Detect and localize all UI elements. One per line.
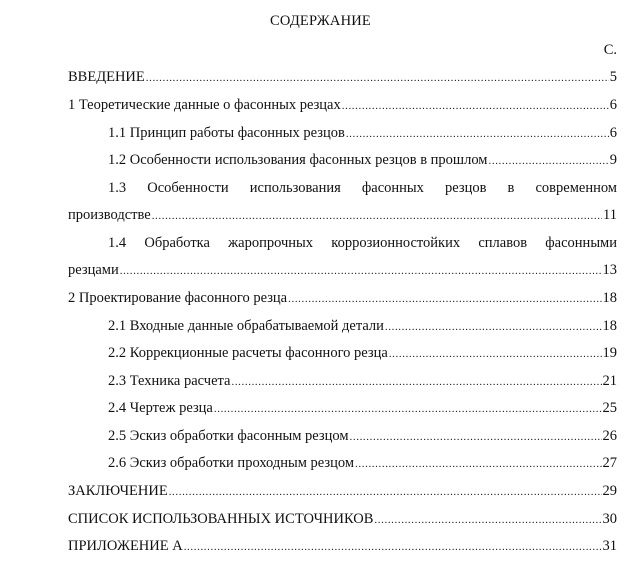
toc-entry-section-2-4[interactable] [108,398,617,418]
toc-entry-label: 2.6 Эскиз обработки проходным резцом [108,455,355,471]
toc-leader-dots [350,427,602,447]
toc-entry-section-2-5[interactable] [108,426,617,446]
toc-entry-label: 2.1 Входные данные обрабатываемой детали [108,318,384,334]
toc-entry-chapter-1[interactable] [68,95,617,115]
toc-entry-label: 2.3 Техника расчета [108,373,231,389]
toc-entry-page: 18 [602,318,617,334]
toc-leader-dots [146,68,609,88]
toc-entry-appendix-a[interactable] [68,536,617,556]
page-column-label: С. [603,42,617,58]
toc-leader-dots [355,454,601,474]
page-title: СОДЕРЖАНИЕ [270,13,371,29]
toc-entry-conclusion[interactable] [68,481,617,501]
toc-entry-page: 27 [602,455,617,471]
toc-entry-label: 2 Проектирование фасонного резца [68,290,288,306]
toc-entry-section-1-2[interactable] [108,150,617,170]
toc-entry-section-1-4-line2[interactable] [68,260,617,280]
toc-leader-dots [288,289,601,309]
toc-entry-section-1-3-line1[interactable]: 1.3 Особенности использования фасонных резцов в современном [108,180,617,196]
toc-entry-section-2-1[interactable] [108,316,617,336]
toc-entry-label: производстве [68,207,151,223]
toc-leader-dots [385,317,602,337]
toc-entry-label: ПРИЛОЖЕНИЕ А [68,538,183,554]
toc-entry-section-1-4-line1[interactable]: 1.4 Обработка жаропрочных коррозионностойких сплавов фасонными [108,235,617,251]
toc-entry-section-2-3[interactable] [108,371,617,391]
toc-leader-dots [169,482,602,502]
toc-entry-label: 1.1 Принцип работы фасонных резцов [108,125,345,141]
toc-leader-dots [120,261,602,281]
toc-entry-label: 2.5 Эскиз обработки фасонным резцом [108,428,349,444]
toc-entry-page: 26 [602,428,617,444]
toc-entry-section-1-1[interactable] [108,123,617,143]
toc-entry-label: 1 Теоретические данные о фасонных резцах [68,97,341,113]
toc-entry-page: 25 [602,400,617,416]
toc-entry-page: 29 [602,483,617,499]
toc-entry-page: 6 [609,125,617,141]
toc-entry-page: 6 [609,97,617,113]
toc-entry-label: 2.2 Коррекционные расчеты фасонного резца [108,345,388,361]
toc-leader-dots [231,372,601,392]
toc-entry-page: 9 [609,152,617,168]
toc-leader-dots [346,124,609,144]
toc-leader-dots [389,344,602,364]
toc-entry-page: 11 [603,207,617,223]
toc-entry-label: ЗАКЛЮЧЕНИЕ [68,483,168,499]
toc-entry-page: 5 [609,69,617,85]
toc-entry-page: 18 [602,290,617,306]
toc-entry-page: 30 [602,511,617,527]
toc-entry-label: СПИСОК ИСПОЛЬЗОВАННЫХ ИСТОЧНИКОВ [68,511,374,527]
toc-entry-section-2-6[interactable] [108,453,617,473]
toc-leader-dots [214,399,602,419]
toc-leader-dots [152,206,602,226]
toc-leader-dots [342,96,609,116]
toc-entry-page: 19 [602,345,617,361]
toc-entry-label: резцами [68,262,119,278]
toc-entry-label: ВВЕДЕНИЕ [68,69,145,85]
toc-leader-dots [489,151,609,171]
toc-entry-section-1-3-line2[interactable] [68,205,617,225]
toc-entry-label: 1.2 Особенности использования фасонных резцов в прошлом [108,152,488,168]
toc-entry-sources[interactable] [68,509,617,529]
toc-leader-dots [184,537,602,557]
toc-entry-chapter-2[interactable] [68,288,617,308]
toc-entry-page: 21 [602,373,617,389]
toc-entry-page: 13 [602,262,617,278]
toc-entry-label: 2.4 Чертеж резца [108,400,213,416]
toc-entry-page: 31 [602,538,617,554]
toc-entry-section-2-2[interactable] [108,343,617,363]
toc-entry-introduction[interactable] [68,67,617,87]
toc-leader-dots [374,510,601,530]
